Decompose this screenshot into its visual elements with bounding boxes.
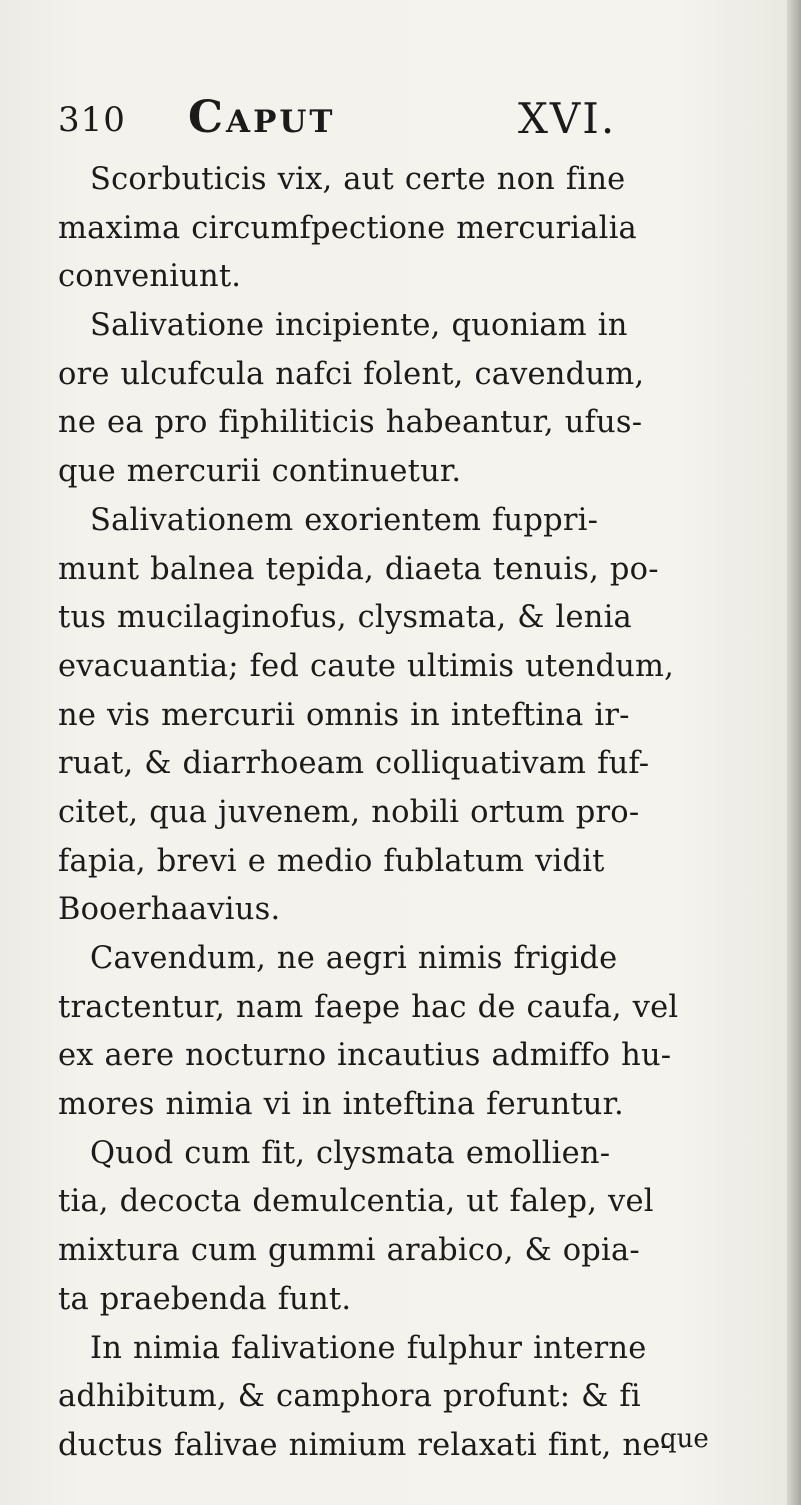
text-line: ore ulcufcula nafci folent, cavendum, xyxy=(58,356,645,392)
text-line: ex aere nocturno incautius admiffo hu- xyxy=(58,1038,672,1074)
text-line: ne vis mercurii omnis in inteftina ir- xyxy=(58,697,630,733)
page-edge-shadow xyxy=(787,0,801,1505)
text-line: conveniunt. xyxy=(58,259,242,295)
catchword: que xyxy=(660,1424,709,1454)
text-line: tractentur, nam faepe hac de caufa, vel xyxy=(58,989,679,1025)
text-line: Cavendum, ne aegri nimis frigide xyxy=(90,941,618,976)
text-line: munt balnea tepida, diaeta tenuis, po- xyxy=(58,551,659,587)
text-line: evacuantia; fed caute ultimis utendum, xyxy=(58,648,675,684)
text-line: fapia, brevi e medio fublatum vidit xyxy=(58,843,605,879)
text-line: adhibitum, & camphora profunt: & fi xyxy=(58,1379,641,1415)
text-line: ruat, & diarrhoeam colliquativam fuf- xyxy=(58,746,650,782)
text-line: Salivationem exorientem fuppri- xyxy=(90,502,599,538)
text-line: ductus falivae nimium relaxati fint, ne- xyxy=(58,1427,671,1463)
page-number: 310 xyxy=(58,100,126,140)
text-line: tus mucilaginofus, clysmata, & lenia xyxy=(58,600,632,636)
text-line: ta praebenda funt. xyxy=(58,1281,352,1317)
body-text xyxy=(58,156,758,1471)
text-line: maxima circumfpectione mercurialia xyxy=(58,210,637,246)
text-line: tia, decocta demulcentia, ut falep, vel xyxy=(58,1184,654,1220)
text-line: Booerhaavius. xyxy=(58,892,281,928)
text-line: mores nimia vi in inteftina feruntur. xyxy=(58,1087,624,1123)
text-line: In nimia falivatione fulphur interne xyxy=(90,1330,647,1366)
text-line: Scorbuticis vix, aut certe non fine xyxy=(90,162,626,197)
text-line: Quod cum fit, clysmata emollien- xyxy=(90,1135,611,1171)
running-title: Caput xyxy=(188,92,336,143)
text-line: Salivatione incipiente, quoniam in xyxy=(90,308,628,344)
text-line: ne ea pro fiphiliticis habeantur, ufus- xyxy=(58,405,643,441)
text-line: citet, qua juvenem, nobili ortum pro- xyxy=(58,794,640,830)
chapter-numeral: XVI. xyxy=(518,94,617,143)
text-line: mixtura cum gummi arabico, & opia- xyxy=(58,1233,640,1269)
page-header xyxy=(58,88,758,148)
text-line: que mercurii continuetur. xyxy=(58,454,462,490)
